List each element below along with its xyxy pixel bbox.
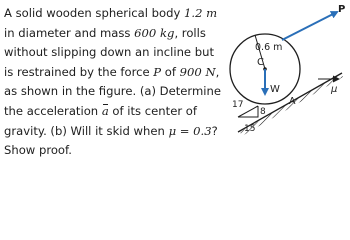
radius-label: 0.6 m [255, 42, 283, 53]
problem-text-run: , [215, 64, 220, 79]
slope-run-label: 15 [244, 124, 256, 134]
math-expression: 900 N [179, 64, 216, 79]
force-p-arrow [282, 12, 337, 40]
problem-text-run: without slipping down an incline but [4, 45, 214, 60]
problem-text-run: gravity. (b) Will it skid when [4, 123, 169, 138]
math-expression: 1.2 m [184, 6, 218, 20]
problem-text-run: of [161, 64, 180, 79]
problem-text-run: is restrained by the force [4, 64, 154, 79]
weight-label: W [270, 84, 280, 95]
math-expression: P [153, 64, 162, 79]
problem-text-run: as shown in the figure. (a) Determine [4, 84, 221, 99]
problem-text-run: , rolls [174, 25, 206, 40]
vector-symbol: a [102, 102, 109, 122]
slope-hyp-label: 17 [232, 100, 244, 110]
problem-text-run: of its center of [108, 103, 197, 118]
math-expression: μ = 0.3 [168, 123, 212, 138]
slope-rise-label: 8 [260, 107, 266, 117]
math-expression: 600 kg [134, 25, 175, 40]
center-label: C [257, 57, 264, 68]
problem-text-run: in diameter and mass [4, 25, 135, 40]
problem-text-run: Show proof. [4, 143, 72, 158]
problem-text-run: ? [211, 123, 218, 138]
force-label: P [338, 4, 346, 15]
problem-text-run: A solid wooden spherical body [4, 6, 185, 20]
contact-label: A [289, 96, 296, 107]
problem-text-run: the acceleration [4, 103, 102, 118]
mu-label: μ [331, 84, 338, 95]
